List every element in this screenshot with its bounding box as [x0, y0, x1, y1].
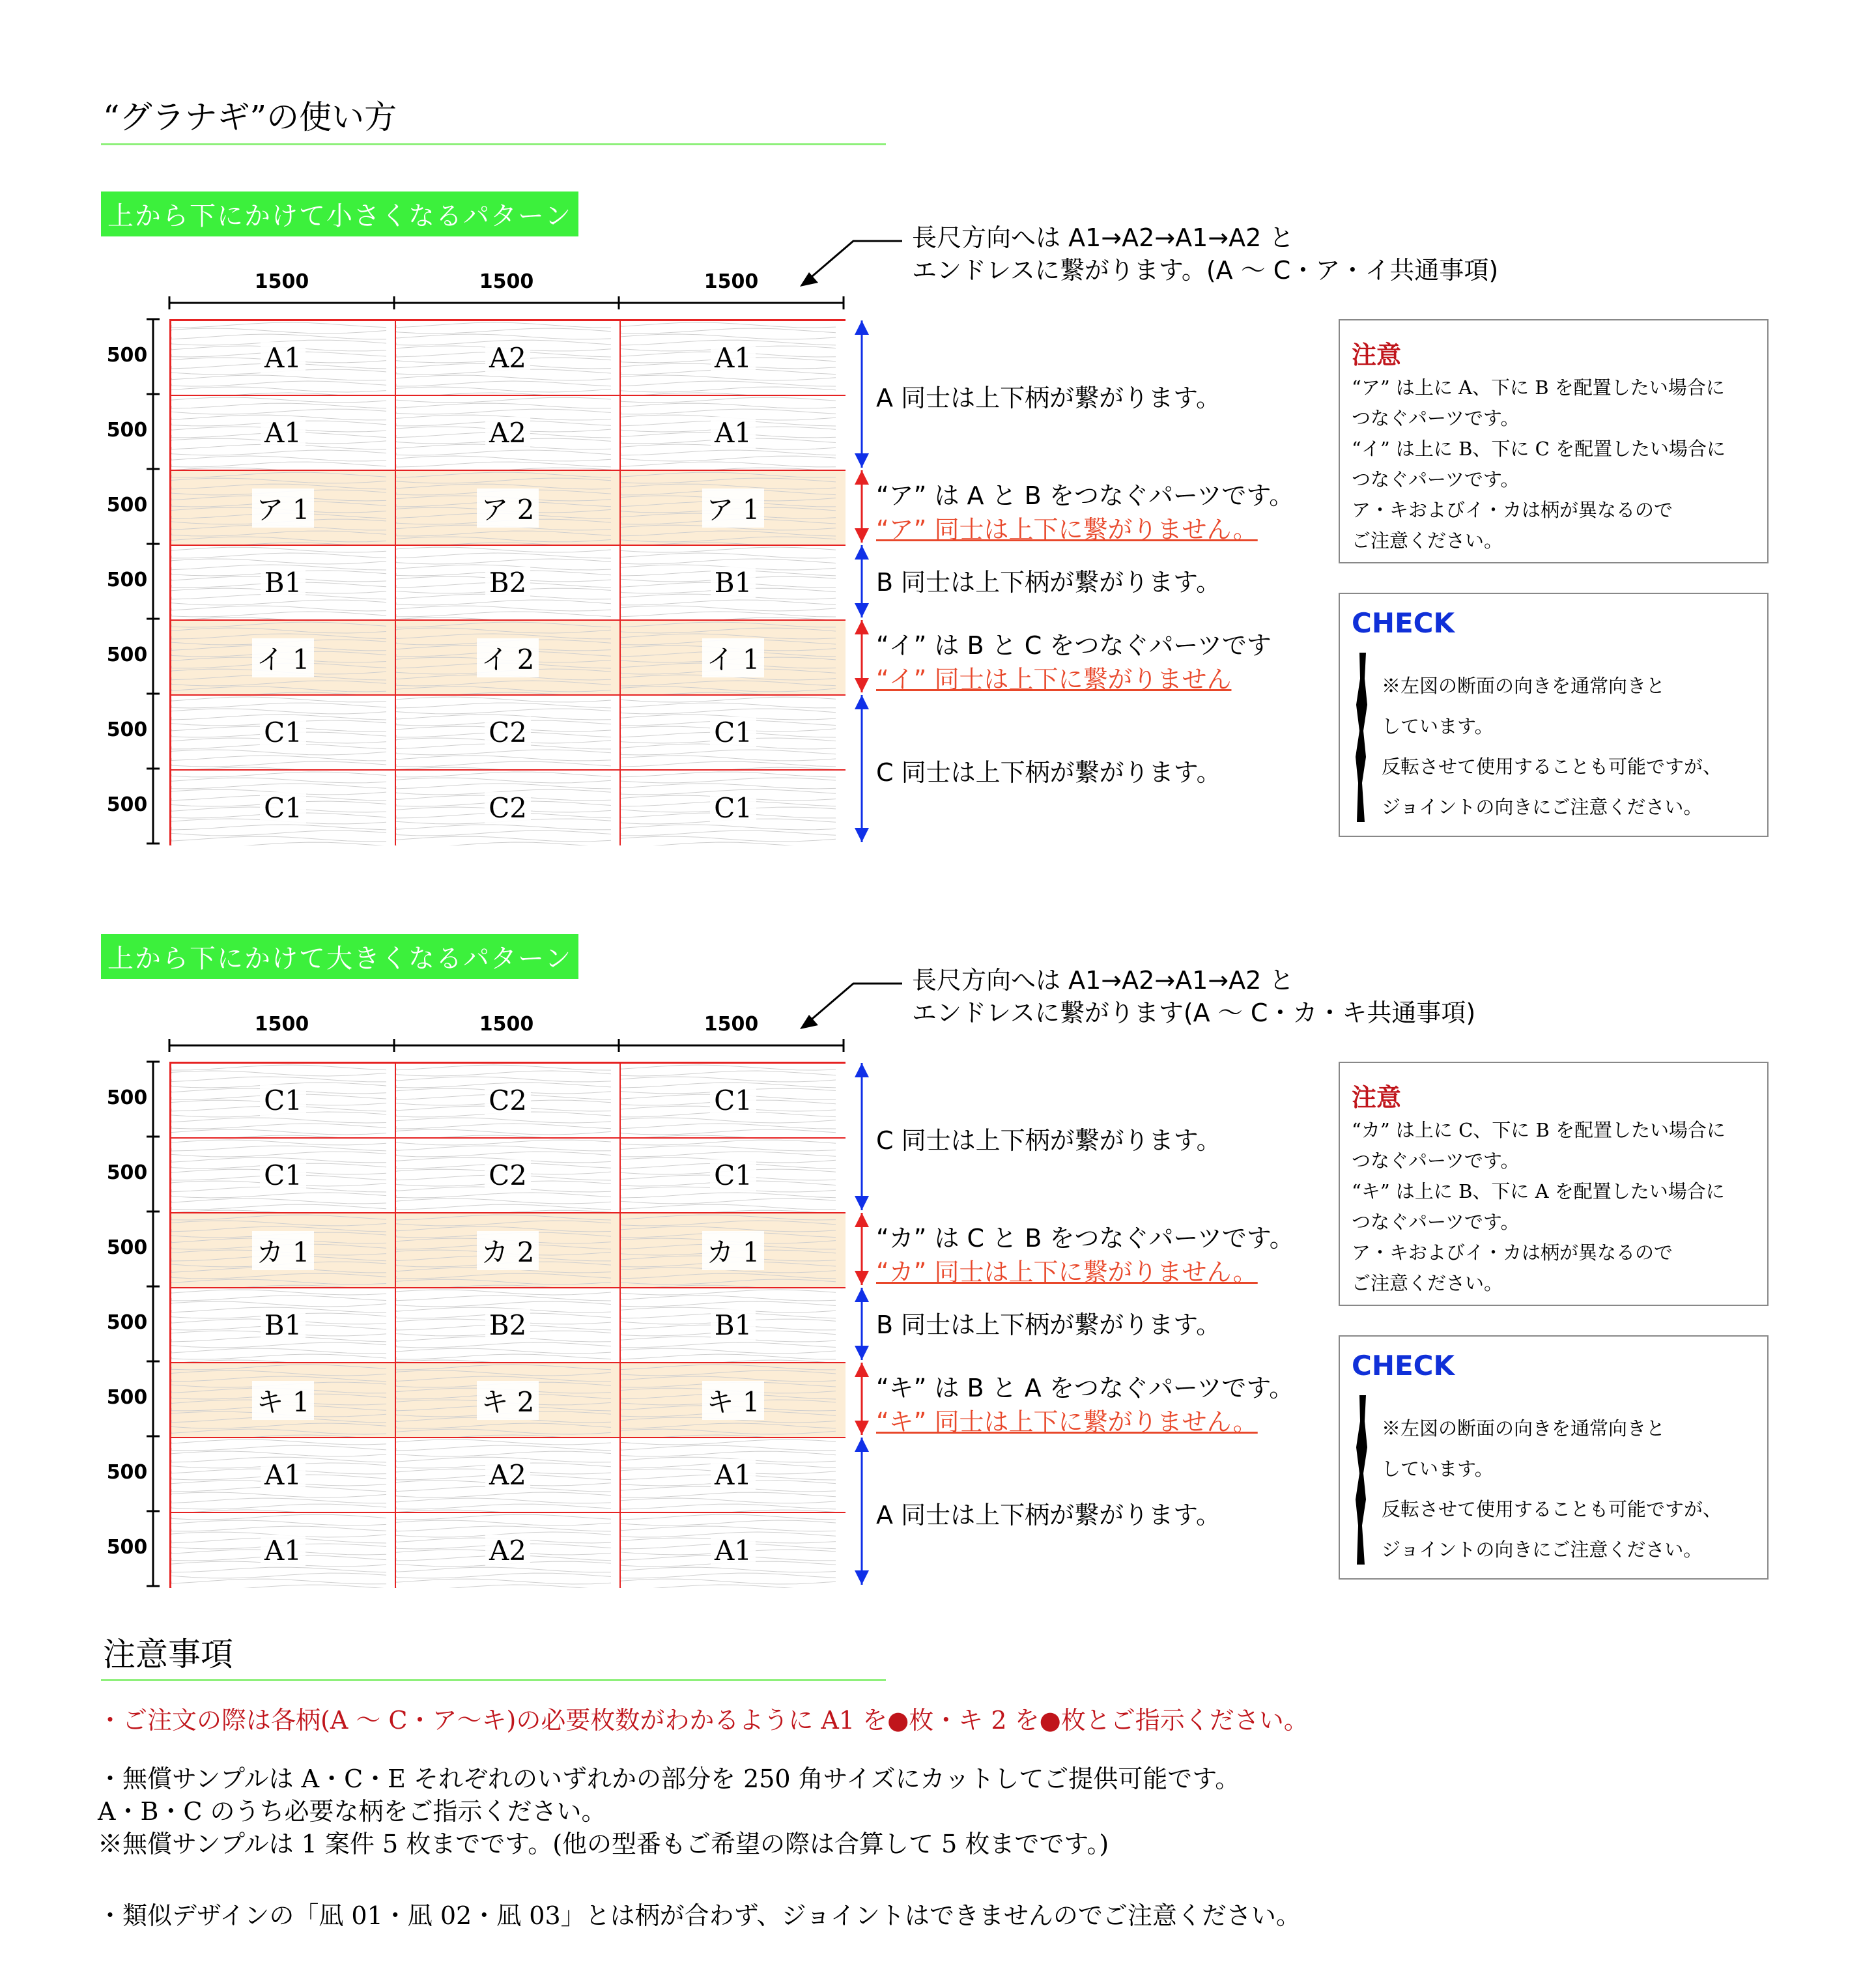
check-line: ジョイントの向きにご注意ください。	[1382, 1539, 1703, 1561]
tile-cell	[396, 1139, 621, 1213]
check-line: 反転させて使用することも可能ですが、	[1382, 756, 1722, 778]
tile-label: A2	[485, 1535, 530, 1567]
tile-label: キ 1	[702, 1381, 763, 1420]
tile-label: A1	[711, 1535, 756, 1567]
notes-title: 注意事項	[103, 1636, 233, 1673]
tile-label: C1	[710, 1159, 756, 1191]
tile-label: A1	[711, 342, 756, 374]
tile-grid	[169, 1062, 846, 1588]
note-item: ・ご注文の際は各柄(A 〜 C・ア〜キ)の必要枚数がわかるように A1 を●枚・キ 2 を●枚とご指示ください。	[98, 1706, 1309, 1735]
width-label: 1500	[479, 270, 534, 293]
tile-label: A1	[261, 342, 306, 374]
tile-cell	[621, 1438, 846, 1513]
note-text: B 同士は上下柄が繋がります。	[876, 1311, 1221, 1339]
tile-cell	[621, 1363, 846, 1438]
height-label: 500	[106, 1236, 148, 1259]
note-text: “イ” は B と C をつなぐパーツです	[876, 631, 1272, 660]
caution-line: “イ” は上に B、下に C を配置したい場合に	[1352, 438, 1726, 460]
tile-cell	[171, 1213, 396, 1288]
tile-cell	[396, 1213, 621, 1288]
caution-line: つなぐパーツです。	[1352, 468, 1520, 490]
note-warning: “ア” 同士は上下に繋がりません。	[876, 515, 1258, 544]
tile-label: B1	[261, 567, 306, 599]
tile-label: イ 1	[252, 638, 313, 677]
tile-cell	[621, 1213, 846, 1288]
caution-line: つなぐパーツです。	[1352, 1211, 1520, 1233]
tile-cell	[621, 1064, 846, 1139]
tile-label: C2	[485, 1159, 531, 1191]
tile-label: キ 1	[252, 1381, 313, 1420]
check-box	[1339, 1335, 1769, 1580]
callout-line: エンドレスに繋がります(A 〜 C・カ・キ共通事項)	[912, 999, 1476, 1027]
note-text: “キ” は B と A をつなぐパーツです。	[876, 1374, 1294, 1402]
tile-label: イ 1	[702, 638, 763, 677]
tile-cell	[621, 1513, 846, 1588]
callout-line: 長尺方向へは A1→A2→A1→A2 と	[912, 966, 1294, 995]
tile-label: C2	[485, 792, 531, 824]
width-label: 1500	[254, 270, 309, 293]
cross-section-icon	[1350, 1395, 1376, 1565]
tile-label: C1	[710, 716, 756, 748]
note-item: ・無償サンプルは A・C・E それぞれのいずれかの部分を 250 角サイズにカットしてご提供可能です。	[98, 1765, 1240, 1793]
tile-label: A1	[261, 1535, 306, 1567]
caution-line: ア・キおよびイ・カは柄が異なるので	[1352, 499, 1673, 521]
callout-line: 長尺方向へは A1→A2→A1→A2 と	[912, 223, 1294, 252]
caution-line: “キ” は上に B、下に A を配置したい場合に	[1352, 1180, 1725, 1202]
width-label: 1500	[704, 1013, 759, 1036]
tile-cell	[396, 1363, 621, 1438]
section-label: 上から下にかけて小さくなるパターン	[101, 191, 578, 236]
tile-label: A2	[485, 342, 530, 374]
tile-label: キ 2	[477, 1381, 538, 1420]
tile-cell	[171, 1513, 396, 1588]
height-label: 500	[106, 419, 148, 442]
note-text: A 同士は上下柄が繋がります。	[876, 384, 1221, 412]
caution-line: “ア” は上に A、下に B を配置したい場合に	[1352, 376, 1725, 399]
width-label: 1500	[704, 270, 759, 293]
tile-label: ア 1	[702, 489, 763, 528]
check-line: ジョイントの向きにご注意ください。	[1382, 796, 1703, 818]
caution-title: 注意	[1352, 1083, 1402, 1112]
tile-cell	[621, 1139, 846, 1213]
note-text: B 同士は上下柄が繋がります。	[876, 568, 1221, 597]
width-label: 1500	[254, 1013, 309, 1036]
width-label: 1500	[479, 1013, 534, 1036]
tile-cell	[396, 1064, 621, 1139]
tile-label: A1	[711, 417, 756, 449]
section-label: 上から下にかけて大きくなるパターン	[101, 934, 578, 979]
caution-line: ご注意ください。	[1352, 1272, 1503, 1294]
height-label: 500	[106, 718, 148, 741]
height-label: 500	[106, 1086, 148, 1109]
tile-cell	[171, 1438, 396, 1513]
callout-line: エンドレスに繋がります。(A 〜 C・ア・イ共通事項)	[912, 256, 1499, 285]
caution-line: ア・キおよびイ・カは柄が異なるので	[1352, 1241, 1673, 1264]
note-item: A・B・C のうち必要な柄をご指示ください。	[98, 1797, 606, 1826]
height-label: 500	[106, 644, 148, 666]
note-text: “ア” は A と B をつなぐパーツです。	[876, 481, 1294, 510]
caution-title: 注意	[1352, 341, 1402, 369]
height-label: 500	[106, 1311, 148, 1334]
tile-label: A1	[261, 417, 306, 449]
tile-label: カ 1	[702, 1231, 763, 1270]
height-label: 500	[106, 569, 148, 591]
check-line: しています。	[1382, 1458, 1494, 1480]
tile-cell	[396, 1438, 621, 1513]
tile-label: C2	[485, 716, 531, 748]
height-label: 500	[106, 1386, 148, 1409]
tile-label: ア 2	[477, 489, 538, 528]
note-item: ※無償サンプルは 1 案件 5 枚までです。(他の型番もご希望の際は合算して 5 枚までです。)	[98, 1830, 1109, 1858]
note-text: C 同士は上下柄が繋がります。	[876, 758, 1221, 787]
tile-label: B1	[711, 567, 756, 599]
tile-label: C1	[710, 1085, 756, 1116]
tile-cell	[171, 1064, 396, 1139]
tile-label: カ 1	[252, 1231, 313, 1270]
tile-label: C2	[485, 1085, 531, 1116]
page-title: “グラナギ”の使い方	[103, 98, 397, 136]
caution-line: つなぐパーツです。	[1352, 407, 1520, 429]
note-item: ・類似デザインの「凪 01・凪 02・凪 03」とは柄が合わず、ジョイントはできませんのでご注意ください。	[98, 1901, 1301, 1930]
note-warning: “カ” 同士は上下に繋がりません。	[876, 1258, 1258, 1286]
tile-cell	[171, 1363, 396, 1438]
height-label: 500	[106, 1536, 148, 1559]
height-label: 500	[106, 793, 148, 816]
caution-line: “カ” は上に C、下に B を配置したい場合に	[1352, 1119, 1726, 1141]
tile-label: A2	[485, 417, 530, 449]
caution-line: つなぐパーツです。	[1352, 1150, 1520, 1172]
tile-cell	[171, 1139, 396, 1213]
tile-cell	[171, 1288, 396, 1363]
tile-label: A1	[711, 1459, 756, 1491]
check-line: しています。	[1382, 715, 1494, 737]
check-line: ※左図の断面の向きを通常向きと	[1382, 1417, 1666, 1439]
tile-label: B2	[485, 1309, 531, 1341]
height-label: 500	[106, 1461, 148, 1484]
tile-cell	[396, 1288, 621, 1363]
tile-label: A2	[485, 1459, 530, 1491]
tile-label: B1	[711, 1309, 756, 1341]
tile-label: C1	[260, 1159, 306, 1191]
height-label: 500	[106, 494, 148, 517]
tile-label: A1	[261, 1459, 306, 1491]
tile-label: C1	[710, 792, 756, 824]
tile-label: B1	[261, 1309, 306, 1341]
note-warning: “イ” 同士は上下に繋がりません	[876, 665, 1232, 694]
note-text: C 同士は上下柄が繋がります。	[876, 1126, 1221, 1155]
note-text: “カ” は C と B をつなぐパーツです。	[876, 1224, 1294, 1253]
note-text: A 同士は上下柄が繋がります。	[876, 1501, 1221, 1529]
notes-underline	[101, 1679, 886, 1681]
tile-cell	[396, 1513, 621, 1588]
height-label: 500	[106, 1161, 148, 1184]
check-line: 反転させて使用することも可能ですが、	[1382, 1498, 1722, 1520]
note-warning: “キ” 同士は上下に繋がりません。	[876, 1408, 1258, 1436]
check-title: CHECK	[1352, 1350, 1455, 1382]
tile-label: ア 1	[252, 489, 313, 528]
tile-label: カ 2	[477, 1231, 538, 1270]
tile-cell	[621, 1288, 846, 1363]
tile-label: イ 2	[477, 638, 538, 677]
check-line: ※左図の断面の向きを通常向きと	[1382, 675, 1666, 697]
tile-label: C1	[260, 716, 306, 748]
caution-line: ご注意ください。	[1352, 530, 1503, 552]
height-label: 500	[106, 344, 148, 367]
tile-label: B2	[485, 567, 531, 599]
caution-box	[1339, 1062, 1769, 1306]
tile-label: C1	[260, 792, 306, 824]
check-title: CHECK	[1352, 607, 1455, 639]
tile-label: C1	[260, 1085, 306, 1116]
